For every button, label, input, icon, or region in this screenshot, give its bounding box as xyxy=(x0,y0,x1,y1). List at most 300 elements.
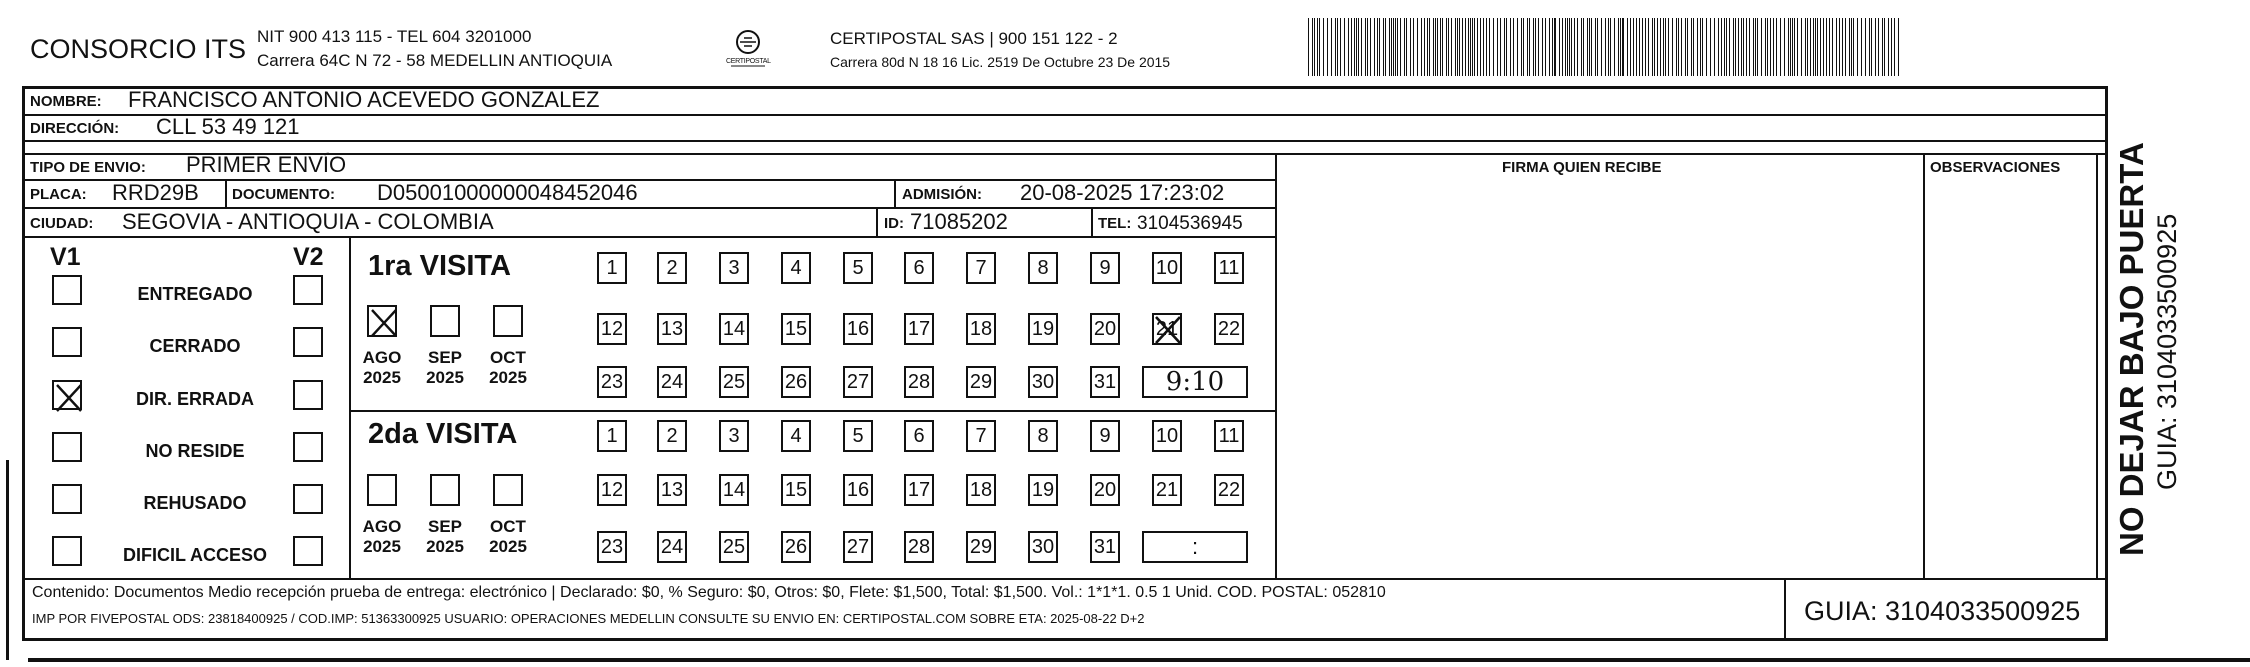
barcode-bar xyxy=(1746,18,1747,76)
visit1-day-box[interactable]: 17 xyxy=(904,313,934,345)
barcode-bar xyxy=(1465,18,1466,76)
visit1-day-box[interactable]: 4 xyxy=(781,252,811,284)
barcode-bar xyxy=(1813,18,1814,76)
barcode-bar xyxy=(1733,18,1734,76)
visit2-day-box[interactable]: 11 xyxy=(1214,420,1244,452)
barcode-bar xyxy=(1601,18,1602,76)
visit2-day-box[interactable]: 12 xyxy=(597,474,627,506)
side-guia: GUIA: 3104033500925 xyxy=(2152,213,2182,490)
barcode-bar xyxy=(1383,18,1384,76)
visit2-day-box[interactable]: 10 xyxy=(1152,420,1182,452)
visit1-day-box[interactable]: 29 xyxy=(966,366,996,398)
barcode-bar xyxy=(1788,18,1789,76)
barcode-bar xyxy=(1312,18,1313,76)
barcode-bar xyxy=(1794,18,1795,76)
barcode-bar xyxy=(1820,18,1821,76)
col-divider xyxy=(1923,153,1925,578)
col-divider xyxy=(2096,153,2098,578)
barcode-bar xyxy=(1317,18,1318,76)
month-year: 2025 xyxy=(489,536,527,556)
v1-checkbox[interactable] xyxy=(52,380,82,410)
logo-text: CERTIPOSTAL xyxy=(726,58,771,65)
visit2-month-checkbox[interactable] xyxy=(430,474,460,506)
visit1-day-box[interactable]: 18 xyxy=(966,313,996,345)
col-divider xyxy=(894,179,896,207)
company-address: Carrera 64C N 72 - 58 MEDELLIN ANTIOQUIA xyxy=(257,51,613,70)
month-name: OCT xyxy=(490,348,526,367)
barcode-bar xyxy=(1761,18,1762,76)
barcode-bar xyxy=(1597,18,1598,76)
visit2-month-label xyxy=(420,517,470,556)
status-label: ENTREGADO xyxy=(137,284,253,304)
visit1-day-box[interactable]: 26 xyxy=(781,366,811,398)
barcode-bar xyxy=(1636,18,1637,76)
visit1-day-box[interactable]: 6 xyxy=(904,252,934,284)
barcode-bar xyxy=(1823,18,1824,76)
barcode-bar xyxy=(1749,18,1750,76)
barcode-bar xyxy=(1706,18,1707,76)
status-label: CERRADO xyxy=(149,336,241,356)
visit1-day-box[interactable]: 1 xyxy=(597,252,627,284)
barcode-bar xyxy=(1665,18,1666,76)
barcode-bar xyxy=(1871,18,1872,76)
barcode-bar xyxy=(1773,18,1774,76)
barcode-bar xyxy=(1654,18,1655,76)
barcode-bar xyxy=(1433,18,1434,76)
visit2-title: 2da VISITA xyxy=(368,418,518,450)
visit1-day-box[interactable]: 28 xyxy=(904,366,934,398)
visit2-day-box[interactable]: 25 xyxy=(719,531,749,563)
visit1-month-checkbox[interactable] xyxy=(430,305,460,337)
barcode-bar xyxy=(1741,18,1742,76)
barcode-bar xyxy=(1801,18,1802,76)
barcode-bar xyxy=(1691,18,1692,76)
barcode-bar xyxy=(1839,18,1840,76)
barcode-bar xyxy=(1554,18,1556,76)
direccion-label: DIRECCIÓN: xyxy=(30,120,120,137)
barcode-bar xyxy=(1356,18,1357,76)
barcode-bar xyxy=(1668,18,1669,76)
visit2-day-box[interactable]: 6 xyxy=(904,420,934,452)
month-name: SEP xyxy=(427,348,463,367)
barcode-bar xyxy=(1367,18,1368,76)
admision-value: 20-08-2025 17:23:02 xyxy=(1020,180,1225,205)
barcode-bar xyxy=(1729,18,1730,76)
visit2-day-box[interactable]: 9 xyxy=(1090,420,1120,452)
visit2-day-box[interactable]: 4 xyxy=(781,420,811,452)
barcode-bar xyxy=(1340,18,1341,76)
barcode-bar xyxy=(1770,18,1771,76)
visit2-month-checkbox[interactable] xyxy=(367,474,397,506)
barcode-bar xyxy=(1545,18,1546,76)
visit1-day-box[interactable]: 11 xyxy=(1214,252,1244,284)
barcode-bar xyxy=(1849,18,1850,76)
barcode-bar xyxy=(1574,18,1575,76)
barcode-bar xyxy=(1331,18,1332,76)
status-label: DIR. ERRADA xyxy=(135,389,254,409)
visit2-day-box[interactable]: 31 xyxy=(1090,531,1120,563)
month-year: 2025 xyxy=(363,536,401,556)
visit2-day-box[interactable]: 29 xyxy=(966,531,996,563)
company-nit-tel: NIT 900 413 115 - TEL 604 3201000 xyxy=(257,27,532,46)
visit2-day-box[interactable]: 24 xyxy=(657,531,687,563)
barcode-bar xyxy=(1595,18,1596,76)
barcode-bar xyxy=(1474,18,1475,76)
visit1-month-checkbox[interactable] xyxy=(493,305,523,337)
barcode-bar xyxy=(1815,18,1816,76)
visit2-day-box[interactable]: 20 xyxy=(1090,474,1120,506)
barcode-bar xyxy=(1627,18,1628,76)
barcode-bar xyxy=(1358,18,1359,76)
observaciones-label: OBSERVACIONES xyxy=(1930,159,2061,176)
barcode-bar xyxy=(1676,18,1677,76)
month-name: AGO xyxy=(362,517,402,536)
barcode-bar xyxy=(1898,18,1899,76)
company-name: CONSORCIO ITS xyxy=(30,34,247,64)
barcode-bar xyxy=(1489,18,1490,76)
visit1-day-box[interactable]: 14 xyxy=(719,313,749,345)
documento-label: DOCUMENTO: xyxy=(232,186,336,203)
barcode-bar xyxy=(1351,18,1352,76)
visit2-month-checkbox[interactable] xyxy=(493,474,523,506)
barcode-bar xyxy=(1504,18,1505,76)
barcode-bar xyxy=(1622,18,1624,76)
barcode-bar xyxy=(1842,18,1843,76)
visit2-day-box[interactable]: 27 xyxy=(843,531,873,563)
barcode-bar xyxy=(1314,18,1315,76)
barcode-bar xyxy=(1468,18,1469,76)
visit1-day-box[interactable]: 19 xyxy=(1028,313,1058,345)
placa-label: PLACA: xyxy=(30,186,87,203)
col-divider xyxy=(1091,207,1093,236)
v2-label: V2 xyxy=(293,243,324,271)
barcode-bar xyxy=(1549,18,1550,76)
frame-shadow-left xyxy=(6,460,9,660)
barcode-bar xyxy=(1410,18,1411,76)
visit1-day-box[interactable]: 27 xyxy=(843,366,873,398)
barcode-bar xyxy=(1337,18,1338,76)
barcode-bar xyxy=(1451,18,1452,76)
visit2-day-box[interactable]: 28 xyxy=(904,531,934,563)
barcode-bar xyxy=(1608,18,1609,76)
visit1-day-box[interactable]: 16 xyxy=(843,313,873,345)
barcode-bar xyxy=(1486,18,1487,76)
frame-shadow-bottom xyxy=(28,658,2250,662)
barcode-bar xyxy=(1391,18,1392,76)
id-value: 71085202 xyxy=(910,209,1008,234)
footer-imp: IMP POR FIVEPOSTAL ODS: 23818400925 / COD.IMP: 51363300925 USUARIO: OPERACIONES MEDELLIN CONSULTE SU ENVIO EN: CERTIPOSTAL.COM SOBRE ETA: 2025-08-22 D+2 xyxy=(32,611,1145,626)
barcode-bar xyxy=(1648,18,1649,76)
barcode-bar xyxy=(1565,18,1566,76)
visit1-month-label xyxy=(420,348,470,387)
barcode-bar xyxy=(1377,18,1378,76)
visit1-day-box[interactable] xyxy=(1152,313,1182,345)
barcode-bar xyxy=(1755,18,1756,76)
barcode-bar xyxy=(1878,18,1879,76)
visit-divider xyxy=(349,410,1275,412)
visit2-day-box[interactable]: 1 xyxy=(597,420,627,452)
barcode-bar xyxy=(1448,18,1449,76)
month-year: 2025 xyxy=(363,367,401,387)
visit1-day-box[interactable]: 5 xyxy=(843,252,873,284)
barcode-bar xyxy=(1784,18,1785,76)
barcode-bar xyxy=(1678,18,1679,76)
barcode-bar xyxy=(1323,18,1324,76)
visit1-day-box[interactable]: 13 xyxy=(657,313,687,345)
visit2-day-box[interactable]: 8 xyxy=(1028,420,1058,452)
barcode-bar xyxy=(1510,18,1511,76)
barcode-bar xyxy=(1660,18,1661,76)
barcode-bar xyxy=(1767,18,1768,76)
v1-checkbox[interactable] xyxy=(52,432,82,462)
v2-checkbox[interactable] xyxy=(293,536,323,566)
barcode-bar xyxy=(1875,18,1876,76)
barcode-bar xyxy=(1319,18,1320,76)
barcode-bar xyxy=(1657,18,1658,76)
visit2-day-box[interactable]: 18 xyxy=(966,474,996,506)
barcode-bar xyxy=(1361,18,1362,76)
v2-checkbox[interactable] xyxy=(293,484,323,514)
v1-checkbox[interactable] xyxy=(52,536,82,566)
visit1-day-box[interactable]: 22 xyxy=(1214,313,1244,345)
visit1-title: 1ra VISITA xyxy=(368,250,511,282)
v2-checkbox[interactable] xyxy=(293,275,323,305)
barcode-bar xyxy=(1888,18,1889,76)
visit2-day-box[interactable]: 22 xyxy=(1214,474,1244,506)
barcode-bar xyxy=(1726,18,1727,76)
nombre-label: NOMBRE: xyxy=(30,93,102,110)
month-name: AGO xyxy=(362,348,402,367)
barcode-bar xyxy=(1780,18,1781,76)
barcode-bar xyxy=(1552,18,1553,76)
visit1-day-box[interactable]: 2 xyxy=(657,252,687,284)
visit1-day-box[interactable]: 20 xyxy=(1090,313,1120,345)
barcode-bar xyxy=(1805,18,1806,76)
barcode-bar xyxy=(1765,18,1766,76)
barcode-bar xyxy=(1535,18,1536,76)
barcode-bar xyxy=(1455,18,1456,76)
certipostal-logo xyxy=(726,28,771,72)
barcode-bar xyxy=(1424,18,1425,76)
barcode-bar xyxy=(1517,18,1518,76)
col-divider xyxy=(876,207,878,236)
barcode-bar xyxy=(1807,18,1808,76)
visit1-day-box[interactable]: 15 xyxy=(781,313,811,345)
placa-value: RRD29B xyxy=(112,180,199,205)
barcode-bar xyxy=(1710,18,1711,76)
visit2-day-box[interactable]: 14 xyxy=(719,474,749,506)
certipostal-address: Carrera 80d N 18 16 Lic. 2519 De Octubre 23 De 2015 xyxy=(830,54,1171,70)
admision-label: ADMISIÓN: xyxy=(902,186,982,203)
visit1-day-box[interactable]: 10 xyxy=(1152,252,1182,284)
barcode-bar xyxy=(1523,18,1524,76)
col-divider xyxy=(349,236,351,578)
barcode-bar xyxy=(1589,18,1590,76)
v2-checkbox[interactable] xyxy=(293,432,323,462)
barcode-bar xyxy=(1721,18,1722,76)
barcode-bar xyxy=(1853,18,1854,76)
barcode-bar xyxy=(1493,18,1494,76)
barcode-bar xyxy=(1652,18,1653,76)
tel-label: TEL: xyxy=(1098,215,1132,232)
barcode-bar xyxy=(1500,18,1501,76)
day-number: 21 xyxy=(1155,317,1179,340)
visit1-day-box[interactable]: 23 xyxy=(597,366,627,398)
visit1-day-box[interactable]: 24 xyxy=(657,366,687,398)
barcode-bar xyxy=(1538,18,1539,76)
barcode-bar xyxy=(1642,18,1643,76)
barcode-bar xyxy=(1477,18,1478,76)
visit2-day-box[interactable]: 16 xyxy=(843,474,873,506)
visit2-day-box[interactable]: 21 xyxy=(1152,474,1182,506)
barcode-bar xyxy=(1724,18,1725,76)
direccion-value: CLL 53 49 121 xyxy=(156,114,300,139)
no-dejar-bajo-puerta: NO DEJAR BAJO PUERTA xyxy=(2113,142,2150,556)
v1-label: V1 xyxy=(50,243,81,271)
barcode-bar xyxy=(1851,18,1852,76)
visit2-day-box[interactable]: 2 xyxy=(657,420,687,452)
row-divider xyxy=(22,140,2108,142)
barcode-bar xyxy=(1533,18,1534,76)
barcode-bar xyxy=(1587,18,1588,76)
barcode-bar xyxy=(1442,18,1443,76)
ciudad-value: SEGOVIA - ANTIOQUIA - COLOMBIA xyxy=(122,209,494,234)
barcode-bar xyxy=(1562,18,1563,76)
month-year: 2025 xyxy=(426,536,464,556)
tipo-envio-label: TIPO DE ENVIO: xyxy=(30,159,146,176)
barcode-bar xyxy=(1435,18,1436,76)
barcode-bar xyxy=(1571,18,1572,76)
visit2-day-box[interactable]: 26 xyxy=(781,531,811,563)
barcode-bar xyxy=(1470,18,1471,76)
barcode-bar xyxy=(1610,18,1611,76)
barcode-bar xyxy=(1605,18,1606,76)
barcode-bar xyxy=(1308,18,1309,76)
tipo-envio-value: PRIMER ENVÍO xyxy=(186,152,347,177)
visit2-month-label xyxy=(483,517,533,556)
barcode-bar xyxy=(1591,18,1592,76)
visit1-day-box[interactable]: 25 xyxy=(719,366,749,398)
documento-value: D05001000000048452046 xyxy=(377,180,638,205)
barcode-bar xyxy=(1335,18,1336,76)
visit2-time-box[interactable]: : xyxy=(1142,531,1248,563)
barcode-bar xyxy=(1884,18,1885,76)
visit1-day-box[interactable]: 31 xyxy=(1090,366,1120,398)
barcode-bar xyxy=(1462,18,1463,76)
status-label: NO RESIDE xyxy=(145,441,245,461)
status-label: DIFICIL ACCESO xyxy=(122,545,267,565)
barcode-bar xyxy=(1559,18,1560,76)
barcode-bar xyxy=(1397,18,1398,76)
visit2-day-box[interactable]: 15 xyxy=(781,474,811,506)
barcode-bar xyxy=(1379,18,1380,76)
barcode-bar xyxy=(1894,18,1895,76)
barcode-bar xyxy=(1735,18,1736,76)
barcode-bar xyxy=(1817,18,1818,76)
visit2-day-box[interactable]: 30 xyxy=(1028,531,1058,563)
visit1-day-box[interactable]: 3 xyxy=(719,252,749,284)
col-divider xyxy=(1784,578,1786,641)
barcode-bar xyxy=(1672,18,1673,76)
row-divider xyxy=(22,114,2108,116)
status-label: REHUSADO xyxy=(143,493,247,513)
v1-checkbox[interactable] xyxy=(52,484,82,514)
barcode-bar xyxy=(1697,18,1698,76)
barcode-bar xyxy=(1400,18,1401,76)
id-label: ID: xyxy=(884,215,904,232)
barcode-bar xyxy=(1389,18,1390,76)
barcode-bar xyxy=(1718,18,1719,76)
barcode-bar xyxy=(1344,18,1345,76)
barcode-bar xyxy=(1365,18,1366,76)
barcode-bar xyxy=(1472,18,1473,76)
visit2-day-box[interactable]: 3 xyxy=(719,420,749,452)
barcode-bar xyxy=(1374,18,1375,76)
barcode-bar xyxy=(1480,18,1481,76)
barcode-bar xyxy=(1614,18,1615,76)
barcode-bar xyxy=(1810,18,1811,76)
v2-checkbox[interactable] xyxy=(293,380,323,410)
firma-label: FIRMA QUIEN RECIBE xyxy=(1502,159,1662,176)
barcode-bar xyxy=(1714,18,1715,76)
barcode-bar xyxy=(1417,18,1418,76)
visit2-day-box[interactable]: 23 xyxy=(597,531,627,563)
visit1-day-box[interactable]: 7 xyxy=(966,252,996,284)
barcode-bar xyxy=(1845,18,1846,76)
visit2-day-box[interactable]: 5 xyxy=(843,420,873,452)
barcode-bar xyxy=(1663,18,1664,76)
visit1-month-label xyxy=(357,348,407,387)
visit1-day-box[interactable]: 8 xyxy=(1028,252,1058,284)
visit2-day-box[interactable]: 13 xyxy=(657,474,687,506)
barcode-bar xyxy=(1513,18,1514,76)
barcode-bar xyxy=(1861,18,1862,76)
barcode-bar xyxy=(1427,18,1428,76)
barcode-bar xyxy=(1618,18,1619,76)
visit1-day-box[interactable]: 9 xyxy=(1090,252,1120,284)
barcode-bar xyxy=(1577,18,1578,76)
barcode-bar xyxy=(1826,18,1827,76)
barcode-bar xyxy=(1406,18,1407,76)
barcode-bar xyxy=(1685,18,1686,76)
barcode-bar xyxy=(1702,18,1703,76)
footer-contenido: Contenido: Documentos Medio recepción prueba de entrega: electrónico | Declarado: $0, % Seguro: $0, Otros: $0, Flete: $1,500, Total: $1,500. Vol.: 1*1*1. 0.5 1 Unid. COD. POSTAL: 052810 xyxy=(32,584,1386,601)
barcode-bar xyxy=(1542,18,1543,76)
barcode-bar xyxy=(1757,18,1758,76)
visit2-day-box[interactable]: 17 xyxy=(904,474,934,506)
barcode-bar xyxy=(1693,18,1694,76)
barcode-bar xyxy=(1630,18,1631,76)
visit2-month-label xyxy=(357,517,407,556)
visit1-day-box[interactable]: 12 xyxy=(597,313,627,345)
v1-checkbox[interactable] xyxy=(52,275,82,305)
visit2-day-box[interactable]: 19 xyxy=(1028,474,1058,506)
v1-checkbox[interactable] xyxy=(52,327,82,357)
v2-checkbox[interactable] xyxy=(293,327,323,357)
barcode-bar xyxy=(1506,18,1507,76)
visit2-day-box[interactable]: 7 xyxy=(966,420,996,452)
barcode-bar xyxy=(1354,18,1355,76)
barcode-bar xyxy=(1776,18,1777,76)
barcode-bar xyxy=(1446,18,1447,76)
barcode-bar xyxy=(1836,18,1837,76)
visit1-time-box[interactable]: 9:10 xyxy=(1142,366,1248,398)
col-divider xyxy=(225,179,227,207)
visit1-month-checkbox[interactable] xyxy=(367,305,397,337)
barcode-bar xyxy=(1790,18,1791,76)
barcode-bar xyxy=(1395,18,1396,76)
visit1-day-box[interactable]: 30 xyxy=(1028,366,1058,398)
